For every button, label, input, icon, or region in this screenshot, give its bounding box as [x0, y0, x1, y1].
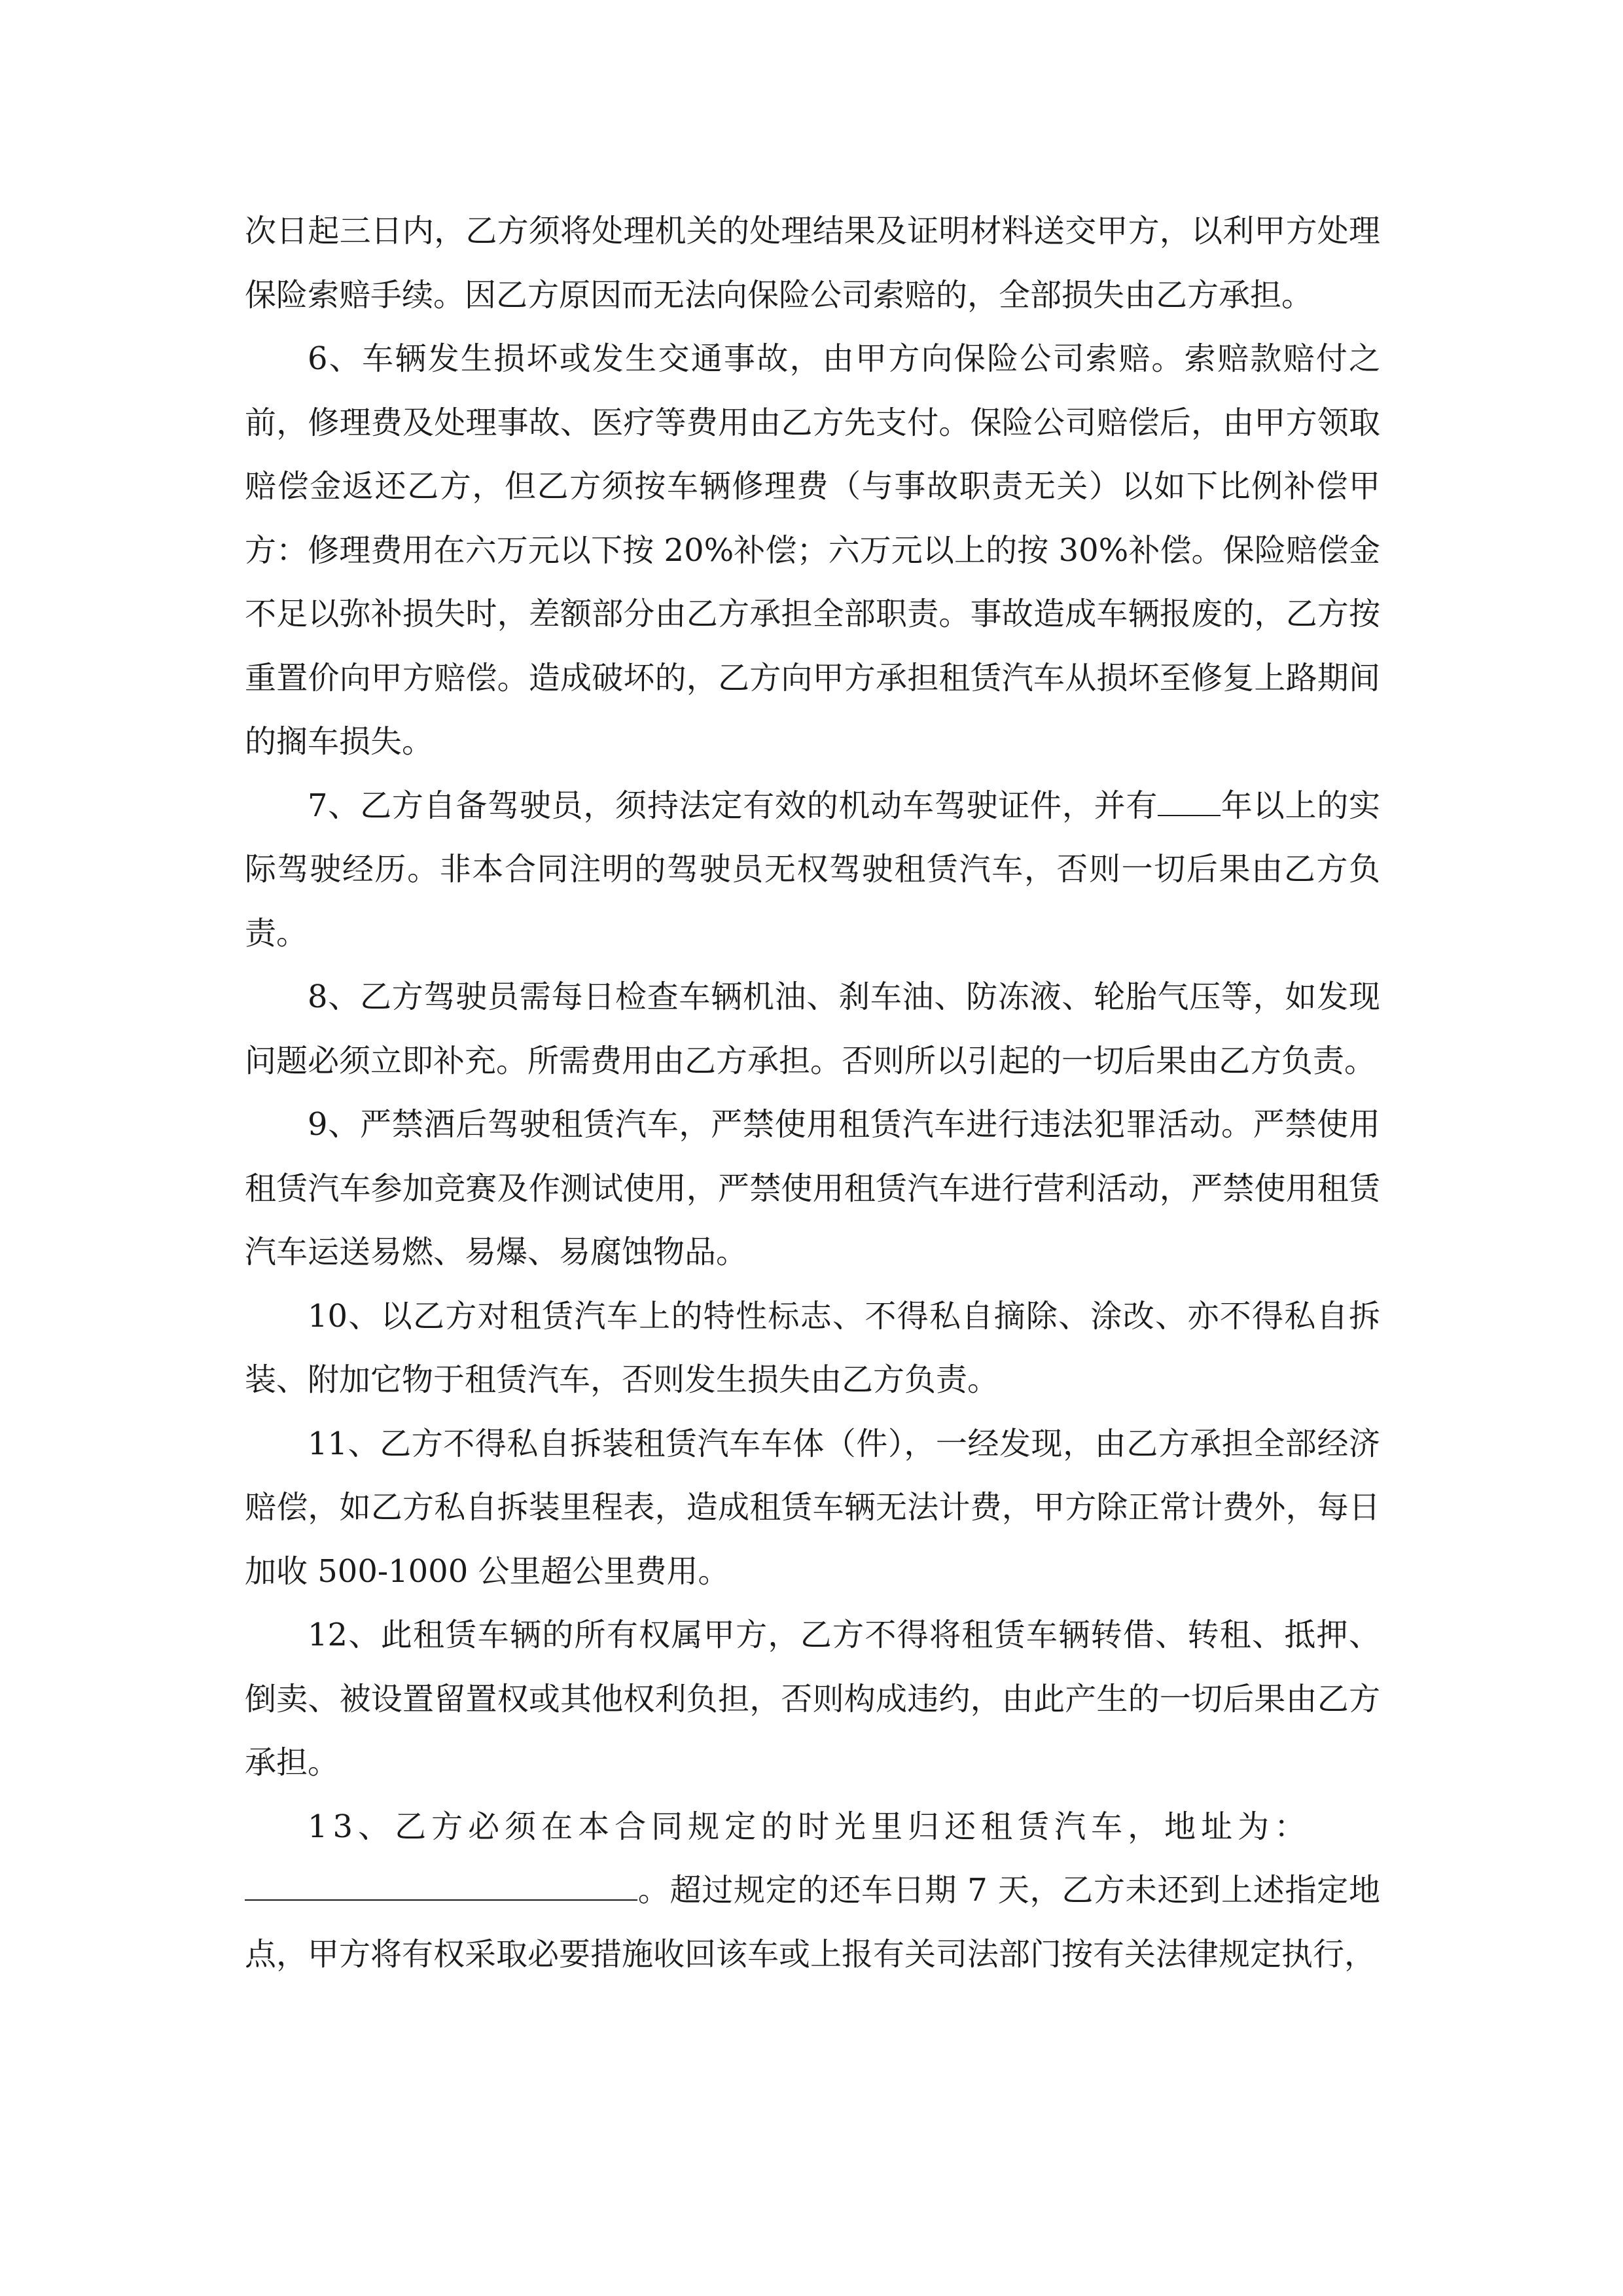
clause-6: 6、车辆发生损坏或发生交通事故，由甲方向保险公司索赔。索赔款赔付之前，修理费及处理事故、医疗等费用由乙方先支付。保险公司赔偿后，由甲方领取赔偿金返还乙方，但乙方须按车辆修理费（与事故职责无关）以如下比例补偿甲方：修理费用在六万元以下按 20%补偿；六万元以上的按 30%补偿。保险赔偿金不足以弥补损失时，差额部分由乙方承担全部职责。事故造成车辆报废的，乙方按重置价向甲方赔偿。造成破坏的，乙方向甲方承担租赁汽车从损坏至修复上路期间的搁车损失。 [245, 340, 1380, 760]
contract-body [245, 200, 1380, 1986]
clause-12: 12、此租赁车辆的所有权属甲方，乙方不得将租赁车辆转借、转租、抵押、倒卖、被设置留置权或其他权利负担，否则构成违约，由此产生的一切后果由乙方承担。 [245, 1617, 1380, 1781]
clause-5-continuation: 次日起三日内，乙方须将处理机关的处理结果及证明材料送交甲方，以利甲方处理保险索赔手续。因乙方原因而无法向保险公司索赔的，全部损失由乙方承担。 [245, 213, 1380, 314]
clause-13 [245, 1795, 1380, 1987]
clause-7 [245, 774, 1380, 966]
clause-7-text-after: 年以上的实际驾驶经历。非本合同注明的驾驶员无权驾驶租赁汽车，否则一切后果由乙方负责。 [245, 787, 1380, 952]
clause-13-text-rest: 。超过规定的还车日期 7 天，乙方未还到上述指定地点，甲方将有权采取必要措施收回该车或上报有关司法部门按有关法律规定执行， [245, 1872, 1380, 1973]
clause-13-first-line: 13、乙方必须在本合同规定的时光里归还租赁汽车，地址为： [308, 1808, 1311, 1845]
clause-7-text-before: 7、乙方自备驾驶员，须持法定有效的机动车驾驶证件，并有 [308, 787, 1158, 824]
address-blank-line [245, 1871, 637, 1901]
clause-10: 10、以乙方对租赁汽车上的特性标志、不得私自摘除、涂改、亦不得私自拆装、附加它物于租赁汽车，否则发生损失由乙方负责。 [245, 1297, 1380, 1398]
clause-9: 9、严禁酒后驾驶租赁汽车，严禁使用租赁汽车进行违法犯罪活动。严禁使用租赁汽车参加竞赛及作测试使用，严禁使用租赁汽车进行营利活动，严禁使用租赁汽车运送易燃、易爆、易腐蚀物品。 [245, 1106, 1380, 1270]
clause-11: 11、乙方不得私自拆装租赁汽车车体（件），一经发现，由乙方承担全部经济赔偿，如乙方私自拆装里程表，造成租赁车辆无法计费，甲方除正常计费外，每日加收 500-1000 公里超公里费用。 [245, 1425, 1380, 1590]
clause-8: 8、乙方驾驶员需每日检查车辆机油、刹车油、防冻液、轮胎气压等，如发现问题必须立即补充。所需费用由乙方承担。否则所以引起的一切后果由乙方负责。 [245, 978, 1380, 1079]
years-blank-line [1158, 786, 1221, 816]
